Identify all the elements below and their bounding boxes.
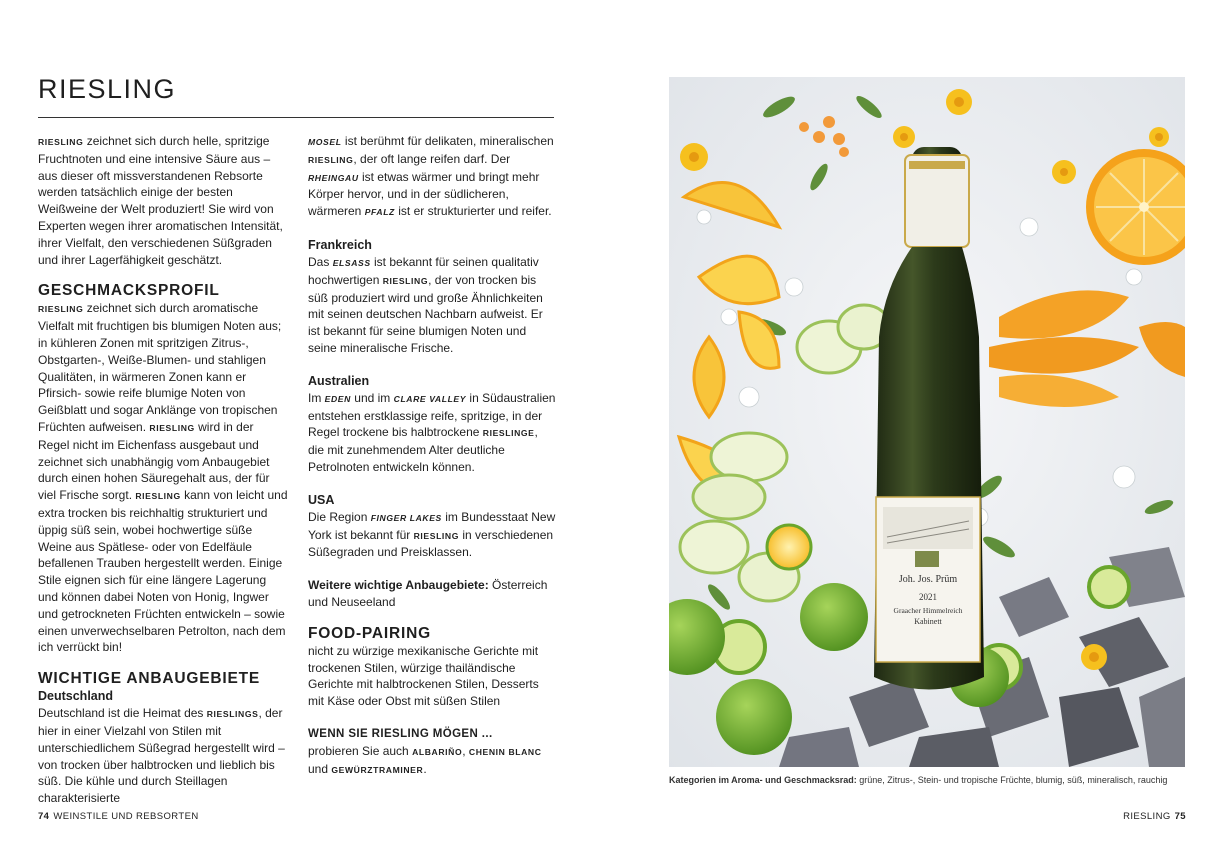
- smallcaps-term: MOSEL: [308, 137, 342, 147]
- wenn-text: und: [308, 761, 332, 776]
- smallcaps-term: CLARE VALLEY: [393, 393, 467, 404]
- footer-section-right: RIESLING: [1123, 811, 1171, 822]
- smallcaps-term: RIESLING: [135, 491, 181, 502]
- smallcaps-term: RIESLING: [308, 154, 354, 165]
- text-column-left: [38, 133, 288, 807]
- smallcaps-term: RIESLING: [38, 137, 84, 147]
- region-heading-deutschland: Deutschland: [38, 689, 114, 704]
- intro-paragraph: [38, 133, 288, 268]
- spacer: [308, 221, 556, 237]
- deutschland-paragraph-continued: [308, 133, 556, 221]
- footer-left: [38, 811, 199, 822]
- deutschland-text: , der hier in einer Vielzahl von Stilen mit unterschiedlichem Süßegrad hergestellt wird – von trocken über halbtrocken und lieblich bis süß. Die kühle und durch Steillagen charakterisierte: [38, 706, 285, 806]
- smallcaps-term: RIESLINGE: [482, 428, 535, 439]
- flatlay-illustration: [669, 77, 1185, 767]
- australien-text: Im: [308, 390, 325, 405]
- smallcaps-term: EDEN: [324, 393, 351, 404]
- smallcaps-term: ELSASS: [332, 257, 371, 268]
- australien-text: in Südaustralien entstehen erstklassige reife, spritzige, in der Regel trockene bis halbtrockene: [308, 390, 556, 440]
- wenn-text: .: [423, 761, 427, 776]
- section-heading-anbaugebiete: WICHTIGE ANBAUGEBIETE: [38, 670, 261, 688]
- deutschland-text: ist er strukturierter und reifer.: [394, 204, 552, 219]
- wenn-sie-heading: WENN SIE RIESLING MÖGEN ...: [308, 727, 493, 740]
- region-heading-australien: Australien: [308, 373, 370, 388]
- caption-bold: Kategorien im Aroma- und Geschmacksrad:: [669, 775, 857, 785]
- footer-section-left: WEINSTILE UND REBSORTEN: [53, 811, 199, 822]
- riesling-photo: [669, 77, 1185, 767]
- frankreich-paragraph: [308, 254, 556, 357]
- smallcaps-term: RIESLING: [149, 422, 195, 433]
- section-heading-geschmacksprofil: GESCHMACKSPROFIL: [38, 282, 220, 300]
- smallcaps-term: RIESLINGS: [206, 709, 259, 720]
- wenn-text: probieren Sie auch: [308, 743, 413, 758]
- australien-text: , die mit zunehmendem Alter deutliche Petrolnoten entwickeln können.: [308, 425, 538, 474]
- smallcaps-term: RIESLING: [38, 304, 84, 315]
- smallcaps-term: GEWÜRZTRAMINER: [331, 764, 424, 775]
- frankreich-text: ist bekannt für seinen qualitativ hochwertigen: [308, 254, 539, 287]
- label-producer: Joh. Jos. Prüm: [898, 574, 958, 585]
- region-heading-usa: USA: [308, 492, 335, 507]
- wenn-sie-paragraph: [308, 743, 556, 779]
- label-vineyard: Graacher Himmelreich: [893, 606, 963, 615]
- geschmack-paragraph: [38, 300, 288, 656]
- smallcaps-term: PFALZ: [364, 207, 395, 218]
- wenn-text: ,: [462, 743, 469, 758]
- smallcaps-term: CHENIN BLANC: [468, 746, 542, 757]
- smallcaps-term: ALBARIÑO: [412, 746, 463, 757]
- caption-text: grüne, Zitrus-, Stein- und tropische Früchte, blumig, süß, mineralisch, rauchig: [856, 775, 1168, 785]
- frankreich-text: , der von trocken bis süß produziert wird und große Ähnlichkeiten mit seinen deutschen Nachbarn aufweist. Er ist bekannt für seine blumigen Noten und seine mineralische Frische.: [308, 272, 543, 355]
- frankreich-text: Das: [308, 254, 333, 269]
- spacer: [308, 710, 556, 726]
- page-title: RIESLING: [38, 74, 177, 104]
- food-pairing-paragraph: nicht zu würzige mexikanische Gerichte mit trockenen Stilen, würzige thailändische Gerichte mit halbtrockenen Stilen, Desserts mit Käse oder Obst mit süßen Stilen: [308, 643, 539, 709]
- deutschland-text: Deutschland ist die Heimat des: [38, 706, 207, 721]
- australien-paragraph: [308, 390, 556, 476]
- spacer: [308, 476, 556, 492]
- spacer: [308, 357, 556, 373]
- deutschland-text: , der oft lange reifen darf. Der: [353, 151, 511, 166]
- region-heading-frankreich: Frankreich: [308, 237, 372, 252]
- spacer: [308, 561, 556, 577]
- text-column-middle: [308, 133, 556, 779]
- footer-right: [1123, 811, 1186, 822]
- geschmack-text: zeichnet sich durch aromatische Vielfalt mit fruchtigen bis blumigen Noten aus; in kühleren Zonen mit spritzigen Zitrus-, Obstgarten-, Weiße-Blumen- und stahligen Qualitäten, in wärmeren Zonen kann er Pfirsich- sowie reife blumige Noten von Geißblatt und sogar Anklänge von tropischen Früchten aufweisen.: [38, 301, 282, 434]
- intro-text: zeichnet sich durch helle, spritzige Fruchtnoten und eine intensive Säure aus – aus dieser oft missverstandenen Rebsorte werden tatsächlich einige der besten Weißweine der Welt produziert! Sie wird von Experten wegen ihrer aromatischen Intensität, ihrer Vielfalt, den verschiedenen Süßgraden und ihrer Lagerfähigkeit geschätzt.: [38, 134, 283, 267]
- smallcaps-term: RHEINGAU: [308, 172, 359, 183]
- deutschland-paragraph-start: [38, 705, 288, 807]
- usa-text: in verschiedenen Süßegraden und Preisklassen.: [308, 527, 554, 560]
- deutschland-text: ist etwas wärmer und bringt mehr Körper hervor, und in der südlicheren, wärmeren: [308, 169, 540, 219]
- label-year: 2021: [919, 592, 937, 602]
- label-pradikat: Kabinett: [914, 617, 942, 626]
- weitere-anbaugebiete: [308, 577, 556, 611]
- page-number-right: 75: [1174, 811, 1186, 822]
- section-heading-food-pairing: FOOD-PAIRING: [308, 624, 431, 642]
- usa-text: Die Region: [308, 509, 371, 524]
- smallcaps-term: RIESLING: [382, 275, 429, 286]
- photo-caption: [669, 774, 1189, 786]
- weitere-label: Weitere wichtige Anbaugebiete:: [308, 578, 489, 593]
- deutschland-text: ist berühmt für delikaten, mineralischen: [341, 134, 554, 148]
- weitere-text: Österreich und Neuseeland: [308, 578, 548, 609]
- usa-paragraph: [308, 509, 556, 561]
- smallcaps-term: FINGER LAKES: [370, 512, 442, 523]
- page-number-left: 74: [38, 811, 50, 822]
- geschmack-text: wird in der Regel nicht im Eichenfass ausgebaut und zeichnet sich unabhängig vom Anbaugebiet durch einen hohen Säuregehalt aus, der für viel Frische sorgt.: [38, 419, 270, 503]
- geschmack-text: kann von leicht und extra trocken bis reichhaltig strukturiert und üppig süß sein, wobei hochwertige süße Weine aus Spätlese- oder von Edelfäule befallenen Trauben hergestellt werden. Einige Stile eignen sich für eine längere Lagerung und können dabei Noten von Honig, Ingwer und getrockneten Früchten entwickeln – sowie einen unverwechselbaren Petrolton, nach dem ich verrückt bin!: [38, 488, 288, 655]
- australien-text: und im: [350, 390, 394, 405]
- title-rule: [38, 117, 554, 118]
- usa-text: im Bundesstaat New York ist bekannt für: [308, 509, 556, 542]
- smallcaps-term: RIESLING: [413, 530, 460, 541]
